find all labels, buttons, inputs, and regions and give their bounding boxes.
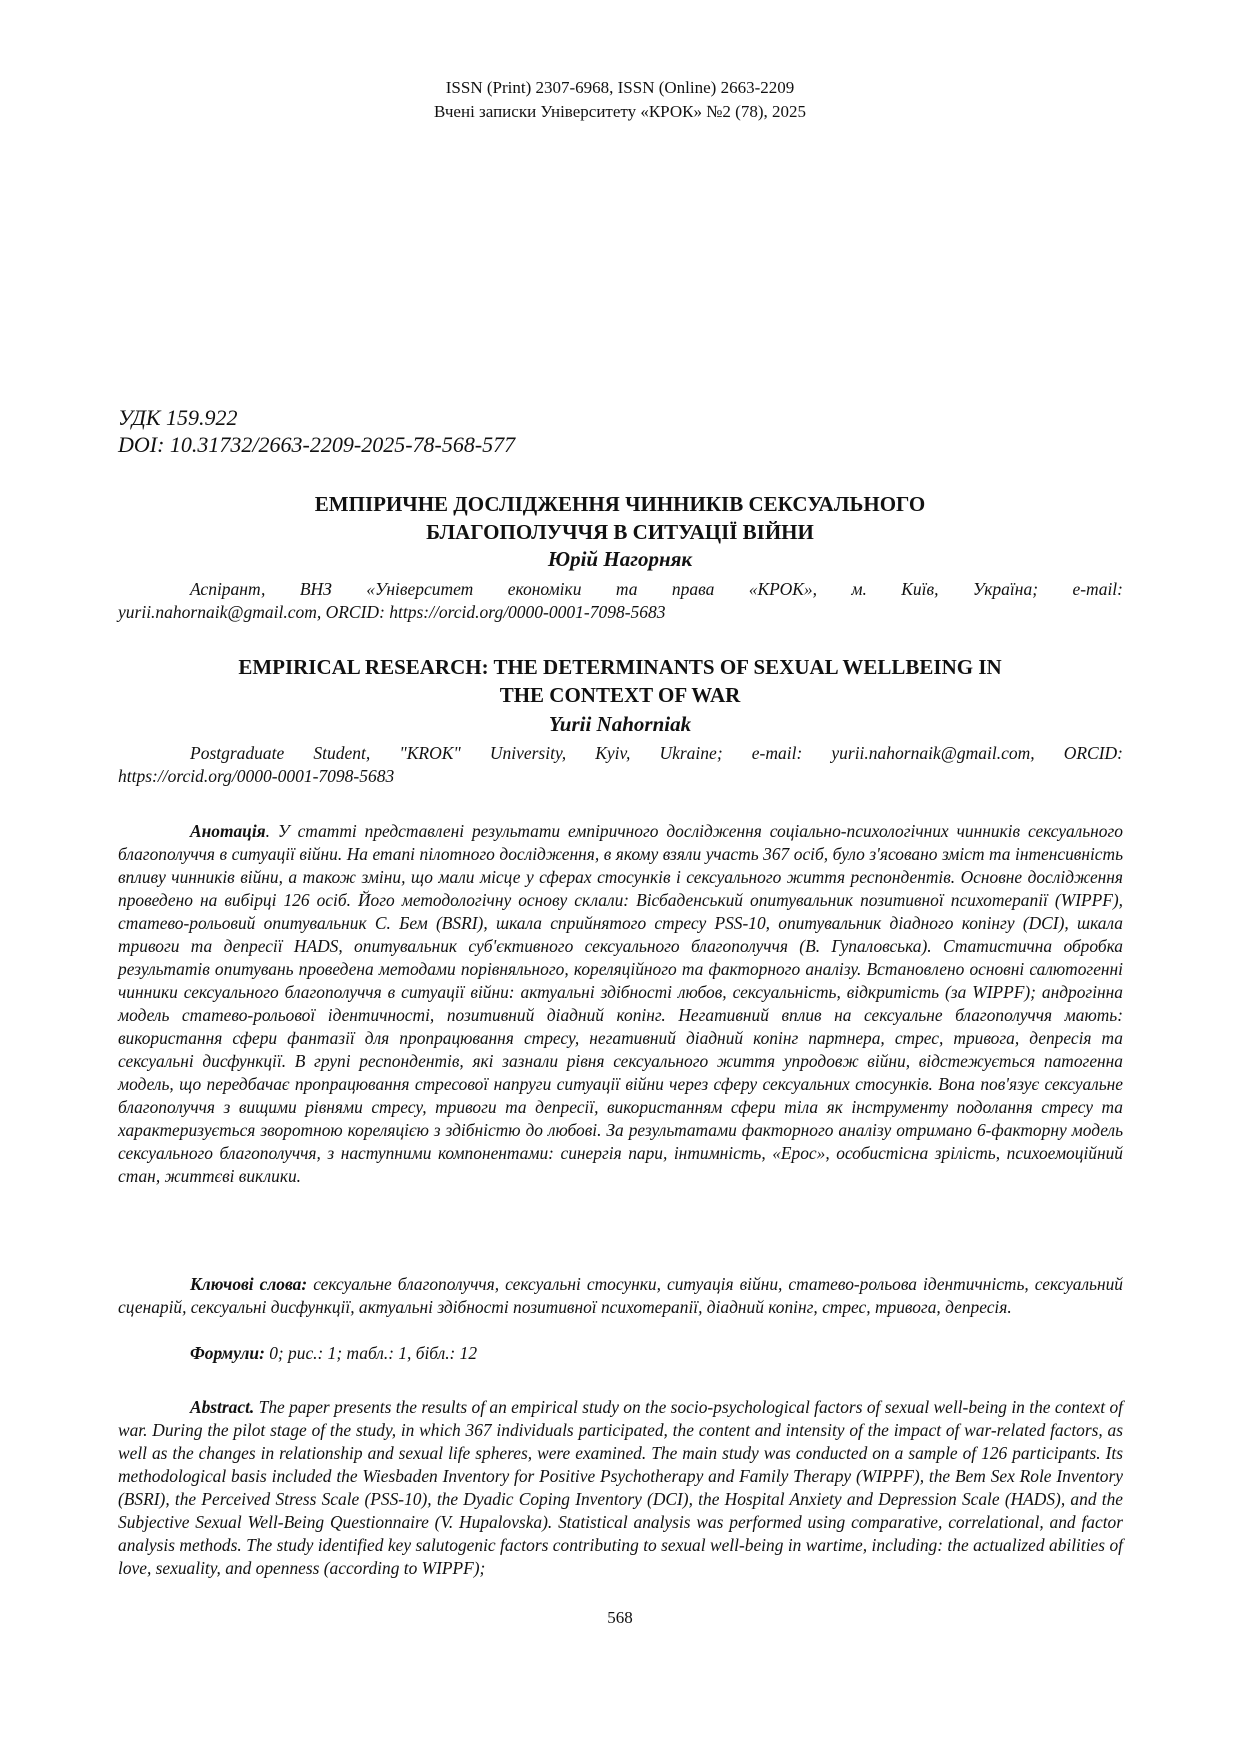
abstract-text: The paper presents the results of an empirical study on the socio-psychological factors of sexual well-being in the context of war. During the pilot stage of the study, in which 367 individuals participated, the content and intensity of the impact of war-related factors, as well as the changes in relationship and sexual life spheres, were examined. The main study was conducted on a sample of 126 participants. Its methodological basis included the Wiesbaden Inventory for Positive Psychotherapy and Family Therapy (WIPPF), the Bem Sex Role Inventory (BSRI), the Perceived Stress Scale (PSS-10), the Dyadic Coping Inventory (DCI), the Hospital Anxiety and Depression Scale (HADS), and the Subjective Sexual Well-Being Questionnaire (V. Hupalovska). Statistical analysis was performed using comparative, correlational, and factor analysis methods. The study identified key salutogenic factors contributing to sexual well-being in wartime, including: the actualized abilities of love, sexuality, and openness (according to WIPPF);: [118, 1397, 1123, 1578]
issn-line: ISSN (Print) 2307-6968, ISSN (Online) 2663-2209: [445, 78, 795, 97]
annotation-label: Анотація: [190, 821, 266, 841]
en-author: Yurii Nahorniak: [548, 712, 692, 736]
en-title-line-2: THE CONTEXT OF WAR: [499, 683, 741, 707]
udc-doi-block: [118, 404, 515, 458]
page-number: 568: [607, 1608, 633, 1627]
annotation-paragraph: [118, 820, 1123, 1188]
en-affiliation: [118, 742, 1123, 788]
ua-affiliation-line-2: yurii.nahornaik@gmail.com, ORCID: https://orcid.org/0000-0001-7098-5683: [118, 602, 666, 622]
en-title: [120, 653, 1120, 709]
keywords-text: сексуальне благополуччя, сексуальні стосунки, ситуація війни, статево-рольова ідентичність, сексуальний сценарій, сексуальні дисфункції, актуальні здібності позитивної психотерапії, діадний копінг, стрес, тривога, депресія.: [118, 1274, 1123, 1317]
keywords-paragraph: [118, 1273, 1123, 1319]
formulas-text: 0; рис.: 1; табл.: 1, бібл.: 12: [264, 1343, 478, 1363]
formulas-label: Формули:: [190, 1343, 265, 1363]
ua-title-line-2: БЛАГОПОЛУЧЧЯ В СИТУАЦІЇ ВІЙНИ: [426, 520, 814, 544]
ua-title-line-1: ЕМПІРИЧНЕ ДОСЛІДЖЕННЯ ЧИННИКІВ СЕКСУАЛЬНОГО: [314, 492, 926, 516]
annotation-text: . У статті представлені результати емпіричного дослідження соціально-психологічних чинників сексуального благополуччя в ситуації війни. На етапі пілотного дослідження, в якому взяли участь 367 осіб, було з'ясовано зміст та інтенсивність впливу чинників війни, а також зміни, що мали місце у сферах стосунків і сексуального життя респондентів. Основне дослідження проведено на вибірці 126 осіб. Його методологічну основу склали: Вісбаденський опитувальник позитивної психотерапії (WIPPF), статево-рольовий опитувальник С. Бем (BSRI), шкала сприйнятого стресу PSS-10, опитувальник діадного копінгу (DCI), шкала тривоги та депресії HADS, опитувальник суб'єктивного сексуального благополуччя (В. Гупаловська). Статистична обробка результатів опитувань проведена методами порівняльного, кореляційного та факторного аналізу. Встановлено основні салютогенні чинники сексуального благополуччя в ситуації війни: актуальні здібності любов, сексуальність, відкритість (за WIPPF); андрогінна модель статево-рольової ідентичності, позитивний діадний копінг. Негативний вплив на сексуальне благополуччя мають: використання сфери фантазії для пропрацювання стресу, негативний діадний копінг партнера, стрес, тривога, депресія та сексуальні дисфункції. В групі респондентів, які зазнали рівня сексуального життя упродовж війни, відстежується патогенна модель, що передбачає пропрацювання стресової напруги ситуації війни через сферу сексуальних стосунків. Вона пов'язує сексуальне благополуччя з вищими рівнями стресу, тривоги та депресії, використанням сфери тіла як інструменту подолання стресу та характеризується зворотною кореляцією з здібністю до любові. За результатами факторного аналізу отримано 6-факторну модель сексуального благополуччя, з наступними компонентами: синергія пари, інтимність, «Ерос», особистісна зрілість, психоемоційний стан, життєві виклики.: [118, 821, 1123, 1186]
en-title-line-1: EMPIRICAL RESEARCH: THE DETERMINANTS OF SEXUAL WELLBEING IN: [238, 655, 1002, 679]
udc-code: УДК 159.922: [118, 405, 238, 430]
formulas-paragraph: [118, 1342, 1123, 1365]
ua-affiliation: [118, 578, 1123, 624]
keywords-label: Ключові слова:: [190, 1274, 308, 1294]
running-header: [0, 76, 1240, 124]
journal-line: Вчені записки Університету «КРОК» №2 (78), 2025: [433, 102, 807, 121]
ua-author: Юрій Нагорняк: [547, 547, 693, 571]
abstract-label: Abstract.: [190, 1397, 255, 1417]
ua-title: [120, 490, 1120, 546]
abstract-paragraph: [118, 1396, 1123, 1580]
en-affiliation-line-2: https://orcid.org/0000-0001-7098-5683: [118, 766, 395, 786]
ua-affiliation-line-1: Аспірант, ВНЗ «Університет економіки та права «КРОК», м. Київ, Україна; e-mail:: [190, 579, 1123, 599]
doi: DOI: 10.31732/2663-2209-2025-78-568-577: [118, 432, 516, 457]
en-affiliation-line-1: Postgraduate Student, "KROK" University, Kyiv, Ukraine; e-mail: yurii.nahornaik@gmail.com, ORCID:: [190, 743, 1123, 763]
